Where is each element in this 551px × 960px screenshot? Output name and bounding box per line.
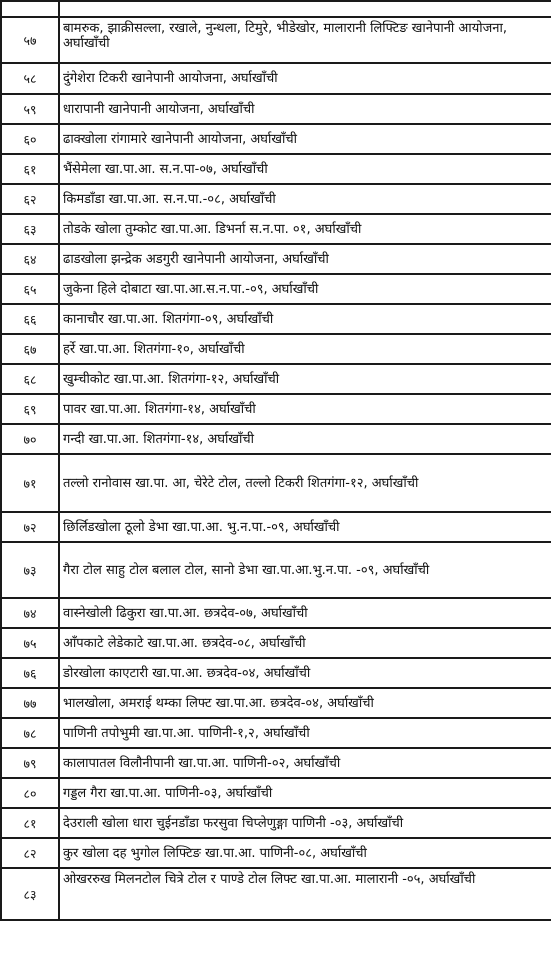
table-row xyxy=(1,364,551,394)
project-description: कुर खोला दह भुगोल लिफ्टिङ खा.पा.आ. पाणिनी-०८, अर्घाखाँची xyxy=(59,838,551,868)
project-description: कानाचौर खा.पा.आ. शितगंगा-०९, अर्घाखाँची xyxy=(59,304,551,334)
row-number: ६४ xyxy=(1,244,59,274)
project-description: पावर खा.पा.आ. शितगंगा-१४, अर्घाखाँची xyxy=(59,394,551,424)
project-description: गन्दी खा.पा.आ. शितगंगा-१४, अर्घाखाँची xyxy=(59,424,551,454)
row-number: ६५ xyxy=(1,274,59,304)
table-row xyxy=(1,808,551,838)
table-row xyxy=(1,838,551,868)
table-row xyxy=(1,598,551,628)
table-row xyxy=(1,424,551,454)
table-row xyxy=(1,394,551,424)
table-row xyxy=(1,542,551,598)
project-description: तोडके खोला तुम्कोट खा.पा.आ. डिभर्ना स.न.पा. ०१, अर्घाखाँची xyxy=(59,214,551,244)
table-row xyxy=(1,17,551,63)
project-description: किमडाँडा खा.पा.आ. स.न.पा.-०८, अर्घाखाँची xyxy=(59,184,551,214)
project-description: ओखररुख मिलनटोल चित्रे टोल र पाण्डे टोल लिफ्ट खा.पा.आ. मालारानी -०५, अर्घाखाँची xyxy=(59,868,551,920)
project-description: जुकेना हिले दोबाटा खा.पा.आ.स.न.पा.-०९, अर्घाखाँची xyxy=(59,274,551,304)
row-number: ६३ xyxy=(1,214,59,244)
header-cell-description xyxy=(59,1,551,17)
table-row xyxy=(1,244,551,274)
table-row xyxy=(1,628,551,658)
row-number: ७६ xyxy=(1,658,59,688)
project-description: वास्नेखोली ढिकुरा खा.पा.आ. छत्रदेव-०७, अर्घाखाँची xyxy=(59,598,551,628)
table-row xyxy=(1,184,551,214)
row-number: ६८ xyxy=(1,364,59,394)
row-number: ८२ xyxy=(1,838,59,868)
project-description: आँपकाटे लेडेकाटे खा.पा.आ. छत्रदेव-०८, अर्घाखाँची xyxy=(59,628,551,658)
table-row xyxy=(1,454,551,512)
row-number: ७० xyxy=(1,424,59,454)
row-number: ७७ xyxy=(1,688,59,718)
project-description: बामरुक, झाक्रीसल्ला, रखाले, नुन्थला, टिमुरे, भीडेखोर, मालारानी लिफ्टिङ खानेपानी आयोजना, अर्घाखाँची xyxy=(59,17,551,63)
row-number: ७९ xyxy=(1,748,59,778)
project-description: गैरा टोल साहु टोल बलाल टोल, सानो डेभा खा.पा.आ.भु.न.पा. -०९, अर्घाखाँची xyxy=(59,542,551,598)
row-number: ८३ xyxy=(1,868,59,920)
row-number: ७१ xyxy=(1,454,59,512)
project-description: भैंसेमेला खा.पा.आ. स.न.पा-०७, अर्घाखाँची xyxy=(59,154,551,184)
table-row xyxy=(1,658,551,688)
project-description: तल्लो रानोवास खा.पा. आ, चेरेटे टोल, तल्लो टिकरी शितगंगा-१२, अर्घाखाँची xyxy=(59,454,551,512)
project-description: पाणिनी तपोभुमी खा.पा.आ. पाणिनी-१,२, अर्घाखाँची xyxy=(59,718,551,748)
table-row xyxy=(1,214,551,244)
project-description: दुंगेशेरा टिकरी खानेपानी आयोजना, अर्घाखाँची xyxy=(59,63,551,94)
row-number: ७५ xyxy=(1,628,59,658)
row-number: ५८ xyxy=(1,63,59,94)
row-number: ६७ xyxy=(1,334,59,364)
project-description: ढाडखोला झन्द्रेक अडगुरी खानेपानी आयोजना, अर्घाखाँची xyxy=(59,244,551,274)
project-description: डोरखोला काएटारी खा.पा.आ. छत्रदेव-०४, अर्घाखाँची xyxy=(59,658,551,688)
table-row xyxy=(1,124,551,154)
project-description: देउराली खोला धारा चुईनडाँडा फरसुवा चिप्लेणुङ्गा पाणिनी -०३, अर्घाखाँची xyxy=(59,808,551,838)
project-description: कालापातल विलौनीपानी खा.पा.आ. पाणिनी-०२, अर्घाखाँची xyxy=(59,748,551,778)
project-description: खुम्चीकोट खा.पा.आ. शितगंगा-१२, अर्घाखाँची xyxy=(59,364,551,394)
project-description: गड्डल गैरा खा.पा.आ. पाणिनी-०३, अर्घाखाँची xyxy=(59,778,551,808)
table-row xyxy=(1,512,551,542)
project-description: हर्रे खा.पा.आ. शितगंगा-१०, अर्घाखाँची xyxy=(59,334,551,364)
table-row xyxy=(1,718,551,748)
table-row xyxy=(1,154,551,184)
table-row xyxy=(1,868,551,920)
table-body xyxy=(1,1,551,920)
header-cell-number xyxy=(1,1,59,17)
project-description: ढाक्खोला रांगामारे खानेपानी आयोजना, अर्घाखाँची xyxy=(59,124,551,154)
project-description: धारापानी खानेपानी आयोजना, अर्घाखाँची xyxy=(59,94,551,124)
header-row xyxy=(1,1,551,17)
row-number: ७८ xyxy=(1,718,59,748)
table-row xyxy=(1,688,551,718)
row-number: ७३ xyxy=(1,542,59,598)
row-number: ६१ xyxy=(1,154,59,184)
table-row xyxy=(1,778,551,808)
row-number: ७४ xyxy=(1,598,59,628)
row-number: ५७ xyxy=(1,17,59,63)
row-number: ५९ xyxy=(1,94,59,124)
row-number: ६९ xyxy=(1,394,59,424)
row-number: ६० xyxy=(1,124,59,154)
row-number: ६६ xyxy=(1,304,59,334)
table-row xyxy=(1,63,551,94)
table-row xyxy=(1,304,551,334)
project-description: छिर्लिडखोला ठूलो डेभा खा.पा.आ. भु.न.पा.-०९, अर्घाखाँची xyxy=(59,512,551,542)
row-number: ६२ xyxy=(1,184,59,214)
row-number: ७२ xyxy=(1,512,59,542)
row-number: ८० xyxy=(1,778,59,808)
table-row xyxy=(1,334,551,364)
row-number: ८१ xyxy=(1,808,59,838)
table-row xyxy=(1,748,551,778)
project-description: भालखोला, अमराई थम्का लिफ्ट खा.पा.आ. छत्रदेव-०४, अर्घाखाँची xyxy=(59,688,551,718)
table-row xyxy=(1,274,551,304)
table-row xyxy=(1,94,551,124)
